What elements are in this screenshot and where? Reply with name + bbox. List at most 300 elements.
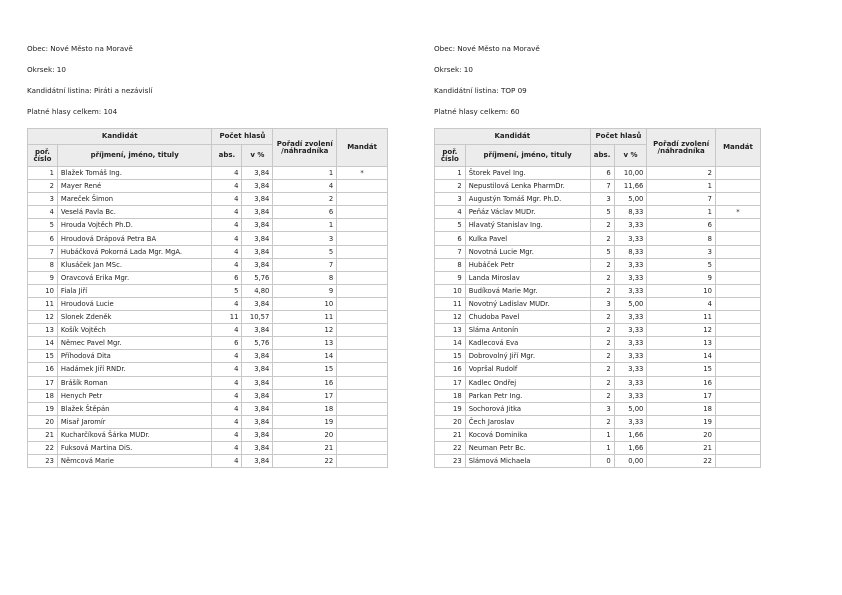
table-row	[435, 389, 761, 402]
cell-order: 20	[273, 428, 337, 441]
cell-order: 12	[273, 324, 337, 337]
cell-mandate	[715, 402, 760, 415]
cell-name: Budíková Marie Mgr.	[465, 284, 590, 297]
valid-votes-label: Platné hlasy celkem: 104	[27, 107, 118, 116]
cell-order: 21	[273, 441, 337, 454]
cell-pct: 3,84	[242, 363, 273, 376]
cell-order: 11	[273, 311, 337, 324]
cell-order: 1	[273, 167, 337, 180]
table-row	[435, 376, 761, 389]
table-row	[435, 219, 761, 232]
cell-pct: 3,84	[242, 232, 273, 245]
cell-number: 5	[435, 219, 466, 232]
cell-pct: 3,84	[242, 428, 273, 441]
cell-number: 12	[435, 311, 466, 324]
cell-abs: 11	[212, 311, 242, 324]
cell-abs: 4	[212, 455, 242, 468]
cell-mandate	[715, 245, 760, 258]
cell-number: 19	[28, 402, 58, 415]
cell-order: 14	[647, 350, 716, 363]
cell-mandate	[715, 180, 760, 193]
cell-name: Fuksová Martina DiS.	[57, 441, 212, 454]
cell-abs: 2	[590, 324, 614, 337]
valid-votes-label: Platné hlasy celkem: 60	[434, 107, 520, 116]
cell-mandate	[715, 441, 760, 454]
cell-name: Kadlecová Eva	[465, 337, 590, 350]
cell-mandate	[715, 167, 760, 180]
table-row	[28, 376, 388, 389]
table-row	[28, 180, 388, 193]
table-row	[28, 193, 388, 206]
cell-mandate	[715, 324, 760, 337]
table-row	[435, 167, 761, 180]
cell-order: 12	[647, 324, 716, 337]
table-row	[435, 428, 761, 441]
cell-name: Novotný Ladislav MUDr.	[465, 297, 590, 310]
cell-pct: 3,33	[614, 350, 647, 363]
table-row	[435, 455, 761, 468]
cell-abs: 2	[590, 350, 614, 363]
cell-number: 13	[28, 324, 58, 337]
cell-mandate	[715, 350, 760, 363]
cell-mandate	[337, 284, 388, 297]
table-row	[28, 311, 388, 324]
cell-mandate	[715, 284, 760, 297]
left-panel	[27, 44, 388, 468]
cell-order: 18	[647, 402, 716, 415]
cell-pct: 3,33	[614, 219, 647, 232]
cell-mandate	[715, 219, 760, 232]
cell-abs: 4	[212, 219, 242, 232]
cell-pct: 3,84	[242, 389, 273, 402]
cell-abs: 6	[212, 271, 242, 284]
cell-pct: 3,33	[614, 415, 647, 428]
cell-number: 16	[435, 363, 466, 376]
cell-order: 17	[647, 389, 716, 402]
cell-abs: 2	[590, 389, 614, 402]
cell-order: 9	[273, 284, 337, 297]
cell-pct: 3,84	[242, 441, 273, 454]
cell-order: 22	[647, 455, 716, 468]
candidate-list-label: Kandidátní listina: TOP 09	[434, 86, 527, 95]
cell-pct: 11,66	[614, 180, 647, 193]
cell-order: 8	[647, 232, 716, 245]
cell-mandate	[337, 271, 388, 284]
cell-number: 16	[28, 363, 58, 376]
cell-order: 19	[273, 415, 337, 428]
cell-number: 13	[435, 324, 466, 337]
cell-mandate	[337, 455, 388, 468]
cell-abs: 4	[212, 232, 242, 245]
cell-mandate	[337, 402, 388, 415]
cell-pct: 3,84	[242, 415, 273, 428]
municipality-label: Obec: Nové Město na Moravě	[27, 44, 133, 53]
cell-abs: 6	[590, 167, 614, 180]
cell-mandate	[715, 363, 760, 376]
cell-number: 5	[28, 219, 58, 232]
cell-abs: 3	[590, 297, 614, 310]
cell-number: 23	[435, 455, 466, 468]
cell-pct: 1,66	[614, 441, 647, 454]
cell-number: 9	[28, 271, 58, 284]
cell-pct: 3,33	[614, 271, 647, 284]
cell-order: 1	[647, 206, 716, 219]
cell-abs: 2	[590, 232, 614, 245]
cell-name: Němec Pavel Mgr.	[57, 337, 212, 350]
cell-mandate	[715, 415, 760, 428]
header-mandate: Mandát	[337, 129, 388, 167]
table-row	[435, 193, 761, 206]
cell-mandate	[337, 258, 388, 271]
results-table	[434, 128, 761, 468]
table-row	[28, 402, 388, 415]
cell-abs: 2	[590, 271, 614, 284]
table-row	[28, 271, 388, 284]
cell-name: Hubáček Petr	[465, 258, 590, 271]
cell-mandate	[715, 258, 760, 271]
cell-mandate: *	[715, 206, 760, 219]
cell-pct: 3,33	[614, 376, 647, 389]
cell-abs: 4	[212, 350, 242, 363]
cell-mandate	[337, 415, 388, 428]
table-row	[28, 389, 388, 402]
cell-abs: 3	[590, 193, 614, 206]
header-number: poř. číslo	[28, 145, 58, 167]
cell-name: Novotná Lucie Mgr.	[465, 245, 590, 258]
table-body	[28, 167, 388, 468]
table-row	[28, 258, 388, 271]
cell-number: 8	[28, 258, 58, 271]
cell-mandate	[337, 337, 388, 350]
cell-abs: 4	[212, 415, 242, 428]
cell-abs: 4	[212, 193, 242, 206]
cell-abs: 4	[212, 389, 242, 402]
cell-number: 6	[435, 232, 466, 245]
cell-pct: 5,00	[614, 402, 647, 415]
header-order: Pořadí zvolení /náhradníka	[273, 129, 337, 167]
cell-pct: 5,00	[614, 193, 647, 206]
table-row	[435, 206, 761, 219]
cell-abs: 5	[590, 245, 614, 258]
cell-name: Landa Miroslav	[465, 271, 590, 284]
cell-name: Chudoba Pavel	[465, 311, 590, 324]
cell-name: Nepustilová Lenka PharmDr.	[465, 180, 590, 193]
cell-order: 2	[273, 193, 337, 206]
cell-order: 16	[273, 376, 337, 389]
cell-pct: 0,00	[614, 455, 647, 468]
table-row	[435, 271, 761, 284]
cell-abs: 2	[590, 311, 614, 324]
cell-mandate	[715, 428, 760, 441]
cell-abs: 4	[212, 206, 242, 219]
municipality-label: Obec: Nové Město na Moravě	[434, 44, 540, 53]
cell-pct: 3,84	[242, 219, 273, 232]
cell-mandate	[337, 180, 388, 193]
cell-pct: 3,33	[614, 389, 647, 402]
cell-abs: 4	[212, 402, 242, 415]
cell-number: 23	[28, 455, 58, 468]
cell-number: 4	[435, 206, 466, 219]
table-row	[435, 245, 761, 258]
cell-name: Hubáčková Pokorná Lada Mgr. MgA.	[57, 245, 212, 258]
cell-order: 22	[273, 455, 337, 468]
table-row	[28, 363, 388, 376]
cell-abs: 2	[590, 258, 614, 271]
cell-mandate	[715, 297, 760, 310]
cell-number: 19	[435, 402, 466, 415]
cell-pct: 5,76	[242, 271, 273, 284]
cell-pct: 3,33	[614, 311, 647, 324]
cell-name: Sochorová Jitka	[465, 402, 590, 415]
candidate-list-label: Kandidátní listina: Piráti a nezávislí	[27, 86, 153, 95]
cell-order: 10	[647, 284, 716, 297]
cell-name: Parkan Petr Ing.	[465, 389, 590, 402]
cell-pct: 10,00	[614, 167, 647, 180]
table-row	[28, 232, 388, 245]
cell-name: Mareček Šimon	[57, 193, 212, 206]
district-label: Okrsek: 10	[27, 65, 66, 74]
cell-pct: 3,84	[242, 297, 273, 310]
cell-pct: 3,84	[242, 324, 273, 337]
cell-number: 7	[28, 245, 58, 258]
cell-name: Němcová Marie	[57, 455, 212, 468]
cell-mandate	[715, 232, 760, 245]
cell-number: 4	[28, 206, 58, 219]
cell-mandate	[337, 311, 388, 324]
cell-abs: 2	[590, 284, 614, 297]
cell-number: 3	[435, 193, 466, 206]
cell-number: 21	[28, 428, 58, 441]
cell-mandate	[715, 455, 760, 468]
cell-name: Hadámek Jiří RNDr.	[57, 363, 212, 376]
cell-mandate	[715, 311, 760, 324]
cell-pct: 3,84	[242, 245, 273, 258]
header-vote-count: Počet hlasů	[590, 129, 647, 145]
cell-mandate	[337, 193, 388, 206]
cell-order: 19	[647, 415, 716, 428]
table-row	[28, 219, 388, 232]
cell-number: 22	[28, 441, 58, 454]
cell-abs: 5	[590, 206, 614, 219]
cell-number: 18	[28, 389, 58, 402]
cell-name: Štorek Pavel Ing.	[465, 167, 590, 180]
cell-abs: 4	[212, 180, 242, 193]
cell-mandate	[715, 271, 760, 284]
cell-order: 13	[647, 337, 716, 350]
cell-name: Oravcová Erika Mgr.	[57, 271, 212, 284]
header-mandate: Mandát	[715, 129, 760, 167]
header-abs: abs.	[212, 145, 242, 167]
table-row	[28, 337, 388, 350]
cell-number: 6	[28, 232, 58, 245]
right-panel	[434, 44, 761, 468]
cell-mandate	[337, 376, 388, 389]
cell-name: Henych Petr	[57, 389, 212, 402]
table-row	[28, 324, 388, 337]
cell-number: 22	[435, 441, 466, 454]
cell-pct: 3,84	[242, 258, 273, 271]
cell-pct: 3,84	[242, 193, 273, 206]
cell-abs: 7	[590, 180, 614, 193]
cell-mandate	[337, 441, 388, 454]
header-candidate: Kandidát	[28, 129, 212, 145]
cell-pct: 3,84	[242, 180, 273, 193]
cell-abs: 2	[590, 376, 614, 389]
cell-mandate	[715, 193, 760, 206]
cell-pct: 3,33	[614, 337, 647, 350]
cell-pct: 3,84	[242, 455, 273, 468]
cell-order: 3	[273, 232, 337, 245]
table-row	[435, 180, 761, 193]
cell-name: Kulka Pavel	[465, 232, 590, 245]
cell-order: 20	[647, 428, 716, 441]
cell-number: 18	[435, 389, 466, 402]
cell-pct: 8,33	[614, 245, 647, 258]
cell-pct: 3,33	[614, 363, 647, 376]
cell-order: 9	[647, 271, 716, 284]
header-vote-count: Počet hlasů	[212, 129, 273, 145]
table-row	[435, 297, 761, 310]
header-name: příjmení, jméno, tituly	[465, 145, 590, 167]
cell-number: 11	[28, 297, 58, 310]
cell-abs: 4	[212, 245, 242, 258]
cell-pct: 3,33	[614, 284, 647, 297]
cell-mandate	[337, 206, 388, 219]
cell-pct: 3,84	[242, 376, 273, 389]
table-row	[435, 441, 761, 454]
table-row	[28, 284, 388, 297]
cell-name: Kucharčíková Šárka MUDr.	[57, 428, 212, 441]
cell-name: Hroudová Drápová Petra BA	[57, 232, 212, 245]
cell-mandate	[337, 245, 388, 258]
cell-abs: 4	[212, 167, 242, 180]
table-row	[28, 297, 388, 310]
cell-number: 21	[435, 428, 466, 441]
cell-abs: 0	[590, 455, 614, 468]
cell-number: 14	[435, 337, 466, 350]
header-name: příjmení, jméno, tituly	[57, 145, 212, 167]
cell-number: 1	[435, 167, 466, 180]
cell-number: 17	[28, 376, 58, 389]
cell-number: 11	[435, 297, 466, 310]
cell-number: 10	[28, 284, 58, 297]
cell-pct: 3,84	[242, 206, 273, 219]
table-row	[435, 402, 761, 415]
cell-number: 20	[28, 415, 58, 428]
cell-name: Kadlec Ondřej	[465, 376, 590, 389]
cell-abs: 4	[212, 324, 242, 337]
table-row	[435, 232, 761, 245]
cell-name: Příhodová Dita	[57, 350, 212, 363]
cell-abs: 4	[212, 428, 242, 441]
cell-mandate	[337, 363, 388, 376]
cell-pct: 5,00	[614, 297, 647, 310]
header-abs: abs.	[590, 145, 614, 167]
cell-number: 2	[28, 180, 58, 193]
cell-order: 10	[273, 297, 337, 310]
cell-order: 4	[647, 297, 716, 310]
cell-pct: 3,33	[614, 324, 647, 337]
cell-order: 15	[273, 363, 337, 376]
cell-name: Kocová Dominika	[465, 428, 590, 441]
header-number: poř. číslo	[435, 145, 466, 167]
cell-name: Slonek Zdeněk	[57, 311, 212, 324]
cell-abs: 4	[212, 258, 242, 271]
table-row	[28, 415, 388, 428]
cell-order: 15	[647, 363, 716, 376]
cell-number: 20	[435, 415, 466, 428]
cell-pct: 10,57	[242, 311, 273, 324]
cell-number: 8	[435, 258, 466, 271]
cell-order: 18	[273, 402, 337, 415]
cell-name: Hlavatý Stanislav Ing.	[465, 219, 590, 232]
cell-abs: 1	[590, 428, 614, 441]
cell-number: 3	[28, 193, 58, 206]
cell-mandate	[337, 219, 388, 232]
cell-order: 13	[273, 337, 337, 350]
cell-number: 12	[28, 311, 58, 324]
header-pct: v %	[614, 145, 647, 167]
cell-abs: 5	[212, 284, 242, 297]
cell-pct: 3,84	[242, 402, 273, 415]
cell-abs: 6	[212, 337, 242, 350]
cell-number: 1	[28, 167, 58, 180]
cell-abs: 2	[590, 415, 614, 428]
cell-order: 4	[273, 180, 337, 193]
table-row	[28, 245, 388, 258]
header-candidate: Kandidát	[435, 129, 591, 145]
cell-pct: 3,84	[242, 167, 273, 180]
cell-name: Hrouda Vojtěch Ph.D.	[57, 219, 212, 232]
cell-name: Slámová Michaela	[465, 455, 590, 468]
cell-mandate	[337, 389, 388, 402]
cell-abs: 2	[590, 219, 614, 232]
cell-order: 2	[647, 167, 716, 180]
cell-name: Dobrovolný Jiří Mgr.	[465, 350, 590, 363]
cell-pct: 5,76	[242, 337, 273, 350]
cell-number: 14	[28, 337, 58, 350]
cell-name: Klusáček Jan MSc.	[57, 258, 212, 271]
cell-name: Brášík Roman	[57, 376, 212, 389]
cell-number: 17	[435, 376, 466, 389]
cell-mandate	[337, 324, 388, 337]
cell-name: Vopršal Rudolf	[465, 363, 590, 376]
table-row	[28, 206, 388, 219]
cell-name: Veselá Pavla Bc.	[57, 206, 212, 219]
table-row	[28, 455, 388, 468]
cell-abs: 4	[212, 297, 242, 310]
cell-mandate	[715, 376, 760, 389]
cell-order: 1	[647, 180, 716, 193]
cell-name: Čech Jaroslav	[465, 415, 590, 428]
cell-number: 9	[435, 271, 466, 284]
cell-mandate	[715, 389, 760, 402]
cell-abs: 4	[212, 441, 242, 454]
cell-order: 17	[273, 389, 337, 402]
cell-name: Neuman Petr Bc.	[465, 441, 590, 454]
cell-pct: 3,33	[614, 232, 647, 245]
cell-order: 7	[273, 258, 337, 271]
cell-abs: 2	[590, 363, 614, 376]
cell-name: Blažek Tomáš Ing.	[57, 167, 212, 180]
cell-abs: 1	[590, 441, 614, 454]
district-label: Okrsek: 10	[434, 65, 473, 74]
table-row	[435, 311, 761, 324]
cell-mandate: *	[337, 167, 388, 180]
cell-number: 10	[435, 284, 466, 297]
cell-order: 7	[647, 193, 716, 206]
cell-order: 6	[273, 206, 337, 219]
